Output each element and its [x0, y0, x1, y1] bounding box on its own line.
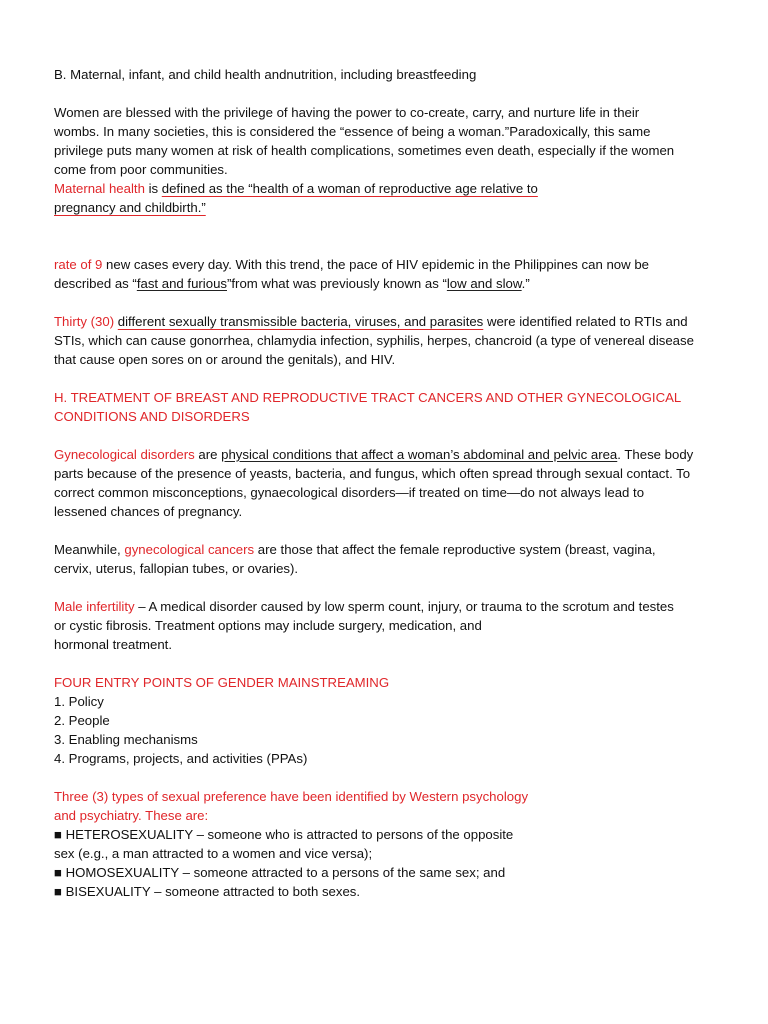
connector-text: are — [194, 447, 222, 462]
gyn-cancers-line — [54, 541, 656, 558]
gyn-text: . These body — [617, 447, 694, 462]
sexual-preference-heading-cont: and psychiatry. These are: — [54, 808, 209, 823]
hiv-text: .” — [521, 276, 530, 291]
list-item: 1. Policy — [54, 694, 104, 709]
maternal-health-definition: defined as the “health of a woman of reproductive age relative to — [161, 181, 538, 196]
rate-term: rate of 9 — [54, 257, 103, 272]
thirty-term: Thirty (30) — [54, 314, 115, 329]
gyn-disorders-line: parts because of the presence of yeasts, bacteria, and fungus, which often spread through sexual contact. To — [54, 466, 691, 481]
sexual-preference-heading: Three (3) types of sexual preference have been identified by Western psychology — [54, 789, 529, 804]
section-h-heading-cont: CONDITIONS AND DISORDERS — [54, 409, 250, 424]
gyn-cancers-text: are those that affect the female reproductive system (breast, vagina, — [254, 542, 656, 557]
male-infertility-line: or cystic fibrosis. Treatment options may include surgery, medication, and — [54, 618, 482, 633]
list-item: 4. Programs, projects, and activities (PPAs) — [54, 751, 308, 766]
gyn-disorders-term: Gynecological disorders — [54, 447, 195, 462]
hiv-text: described as “ — [54, 276, 137, 291]
list-item: 3. Enabling mechanisms — [54, 732, 198, 747]
hiv-line — [54, 275, 530, 292]
sti-line: that cause open sores on or around the genitals), and HIV. — [54, 352, 396, 367]
entry-points-heading: FOUR ENTRY POINTS OF GENDER MAINSTREAMING — [54, 675, 390, 690]
gyn-disorders-definition: physical conditions that affect a woman’s abdominal and pelvic area — [221, 447, 618, 462]
connector-text: is — [144, 181, 162, 196]
paragraph-line: come from poor communities. — [54, 162, 228, 177]
list-item: ■ HOMOSEXUALITY – someone attracted to a persons of the same sex; and — [54, 865, 506, 880]
sti-underlined: different sexually transmissible bacteria, viruses, and parasites — [117, 314, 484, 329]
list-item: ■ HETEROSEXUALITY – someone who is attracted to persons of the opposite — [54, 827, 514, 842]
sti-text: were identified related to RTIs and — [483, 314, 688, 329]
male-infertility-line: hormonal treatment. — [54, 637, 173, 652]
list-item: 2. People — [54, 713, 110, 728]
maternal-health-definition-cont: pregnancy and childbirth.” — [54, 200, 206, 215]
list-item: sex (e.g., a man attracted to a women and vice versa); — [54, 846, 373, 861]
sti-line — [54, 313, 688, 330]
low-and-slow: low and slow — [446, 276, 522, 291]
hiv-line — [54, 256, 649, 273]
paragraph-line: privilege puts many women at risk of health complications, sometimes even death, especially if the women — [54, 143, 675, 158]
fast-and-furious: fast and furious — [136, 276, 227, 291]
male-infertility-text: – A medical disorder caused by low sperm count, injury, or trauma to the scrotum and testes — [134, 599, 674, 614]
gyn-cancers-line: cervix, uterus, fallopian tubes, or ovaries). — [54, 561, 299, 576]
sti-line: STIs, which can cause gonorrhea, chlamydia infection, syphilis, herpes, chancroid (a type of venereal disease — [54, 333, 694, 348]
paragraph-line: Women are blessed with the privilege of having the power to co-create, carry, and nurture life in their — [54, 105, 640, 120]
gyn-disorders-line — [54, 446, 693, 463]
maternal-health-line — [54, 199, 206, 216]
male-infertility-line — [54, 598, 674, 615]
maternal-health-line — [54, 180, 538, 197]
hiv-text: ”from what was previously known as “ — [227, 276, 447, 291]
hiv-text: new cases every day. With this trend, the pace of HIV epidemic in the Philippines can now be — [102, 257, 649, 272]
paragraph-line: wombs. In many societies, this is considered the “essence of being a woman.”Paradoxically, this same — [54, 124, 651, 139]
gyn-cancers-term: gynecological cancers — [124, 542, 255, 557]
gyn-disorders-line: correct common misconceptions, gynaecological disorders—if treated on time—do not always lead to — [54, 485, 645, 500]
male-infertility-term: Male infertility — [54, 599, 135, 614]
gyn-cancers-lead: Meanwhile, — [54, 542, 125, 557]
section-b-heading: B. Maternal, infant, and child health andnutrition, including breastfeeding — [54, 67, 477, 82]
section-h-heading: H. TREATMENT OF BREAST AND REPRODUCTIVE TRACT CANCERS AND OTHER GYNECOLOGICAL — [54, 390, 682, 405]
list-item: ■ BISEXUALITY – someone attracted to both sexes. — [54, 884, 361, 899]
maternal-health-term: Maternal health — [54, 181, 145, 196]
gyn-disorders-line: lessened chances of pregnancy. — [54, 504, 243, 519]
